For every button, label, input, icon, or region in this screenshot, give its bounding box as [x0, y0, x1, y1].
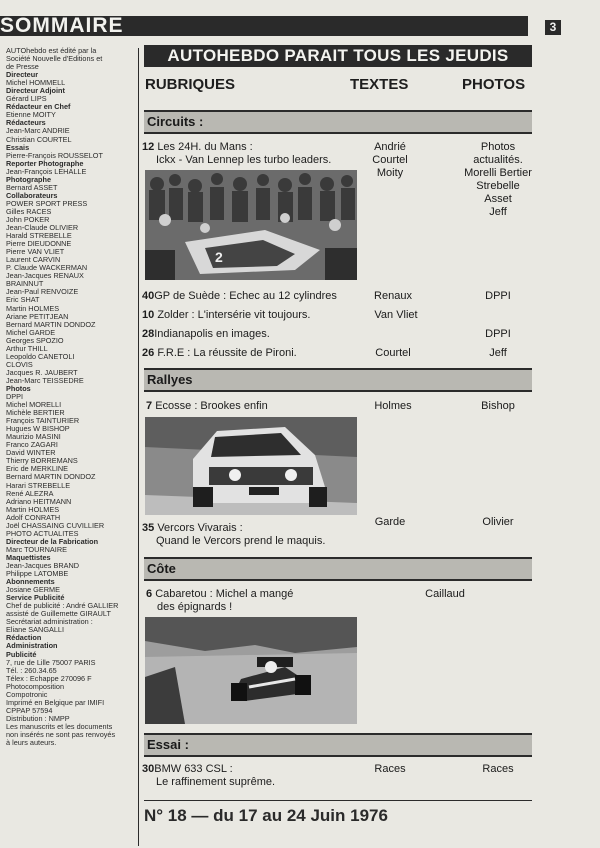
credit-line: CPPAP 57594 — [6, 706, 53, 715]
column-head-rubriques: RUBRIQUES — [145, 76, 236, 93]
page-number: 3 — [545, 20, 561, 35]
photo-le-mans-crowd — [145, 170, 357, 280]
credit-line: Leopoldo CANETOLI — [6, 352, 75, 361]
credit-line: Société Nouvelle d'Editions et — [6, 55, 103, 64]
credit-line: Maquettistes — [6, 553, 51, 562]
credit-line: John POKER — [6, 215, 50, 224]
credit-line: Jean-Jacques BRAND — [6, 562, 80, 570]
credit-line: PHOTO ACTUALITES — [6, 529, 79, 538]
article-title: Cabaretou : Michel a mangé — [155, 588, 294, 600]
credit-line: Rédacteurs — [6, 119, 46, 128]
credit-line: François TAINTURIER — [6, 417, 80, 426]
section-label: Essai : — [147, 737, 189, 752]
credit-line: Photos — [6, 384, 31, 393]
article-bmw[interactable] — [142, 763, 275, 789]
credit-line: Philippe LATOMBE — [6, 570, 69, 579]
credit-line: Directeur — [6, 71, 39, 80]
credit-line: Bernard ASSET — [6, 183, 58, 192]
credit-line: Chef de publicité : André GALLIER — [6, 602, 119, 611]
credit-line: Télex : Echappe 270096 F — [6, 674, 92, 683]
credit-line: Distribution : NMPP — [6, 714, 70, 723]
credit-line: Directeur de la Fabrication — [6, 537, 99, 546]
texte-author: Courtel — [375, 347, 411, 359]
texte-author: Garde — [374, 516, 406, 528]
section-essai — [144, 733, 532, 757]
credit-line: Franco ZAGARI — [6, 441, 58, 450]
page-ref: 12 — [142, 141, 155, 153]
credit-line: Jean-Marc TEISSEDRE — [6, 376, 84, 385]
credit-line: DPPI — [6, 393, 24, 402]
article-title: Vercors Vivarais : — [157, 522, 243, 534]
svg-text:2: 2 — [215, 249, 223, 265]
credit-line: AUTOhebdo est édité par la — [6, 47, 97, 55]
article-ecosse[interactable] — [146, 400, 268, 413]
article-indianapolis[interactable] — [142, 328, 270, 341]
section-cote — [144, 557, 532, 581]
credit-line: Adolf CONRATH — [6, 513, 61, 522]
photo-rally-car — [145, 417, 357, 515]
credit: Morelli Bertier — [464, 167, 532, 179]
photo-credit: Bishop — [481, 400, 515, 412]
article-subtitle: Ickx - Van Lennep les turbo leaders. — [156, 154, 332, 166]
credit-line: Josiane GERME — [6, 586, 60, 595]
credit-line: P. Claude WACKERMAN — [6, 264, 88, 273]
section-rallyes — [144, 368, 532, 392]
article-24h-le-mans[interactable] — [142, 141, 331, 167]
page-ref: 26 — [142, 347, 155, 359]
page-ref: 35 — [142, 522, 155, 534]
texte-author: Holmes — [374, 400, 412, 412]
author: Moity — [376, 167, 404, 179]
credit-line: Harari STREBELLE — [6, 481, 71, 490]
article-title: GP de Suède : Echec au 12 cylindres — [154, 290, 337, 302]
credit-line: Eric SHAT — [6, 296, 40, 305]
header-bar — [0, 16, 528, 36]
article-title: BMW 633 CSL : — [154, 763, 233, 775]
credit: Strebelle — [476, 180, 520, 192]
credit: Photos — [480, 141, 516, 153]
credit-line: Etienne MOITY — [6, 111, 56, 120]
credit-line: Jacques R. JAUBERT — [6, 368, 78, 377]
article-title: F.R.E : La réussite de Pironi. — [157, 347, 297, 359]
credit-line: Michèle BERTIER — [6, 409, 65, 418]
credit-line: Eric de MERKLINE — [6, 465, 69, 474]
photo-credit: DPPI — [485, 328, 511, 340]
credit-line: Reporter Photographe — [6, 159, 84, 168]
credit-line: Gilles RACES — [6, 207, 52, 216]
credit-line: à leurs auteurs. — [6, 739, 57, 748]
credit-line: Les manuscrits et les documents — [6, 722, 113, 731]
photo-credits — [462, 141, 534, 219]
credit-line: CLOVIS — [6, 360, 33, 369]
page-ref: 10 — [142, 309, 155, 321]
author: Courtel — [372, 154, 408, 166]
credit-line: Essais — [6, 143, 30, 152]
credit-line: Bernard MARTIN DONDOZ — [6, 320, 96, 329]
column-head-textes: TEXTES — [350, 76, 409, 93]
credit-line: Thierry BORREMANS — [6, 457, 78, 466]
credit-line: Rédacteur en Chef — [6, 103, 71, 112]
column-divider — [138, 48, 139, 846]
page-ref: 7 — [146, 400, 153, 412]
photo-credit: Olivier — [482, 516, 514, 528]
credit-line: Jean-Marc ANDRIE — [6, 127, 70, 136]
banner: AUTOHEBDO PARAIT TOUS LES JEUDIS — [144, 45, 532, 67]
article-subtitle: Quand le Vercors prend le maquis. — [156, 535, 326, 547]
credit-line: Gérard LIPS — [6, 95, 47, 104]
texte-author: Races — [374, 763, 406, 775]
credit-line: Jean-Jacques RENAUX — [6, 272, 84, 281]
credit-line: assisté de Guillemette GIRAULT — [6, 610, 111, 619]
page-ref: 28 — [142, 328, 155, 340]
credit-line: Georges SPOZIO — [6, 336, 64, 345]
column-head-photos: PHOTOS — [462, 76, 526, 93]
credit-line: Michel MORELLI — [6, 401, 62, 410]
photo-credit: Jeff — [489, 347, 507, 359]
footer-rule — [144, 800, 532, 801]
credit-line: Photographe — [6, 175, 51, 184]
credit-line: Imprimé en Belgique par IMIFI — [6, 698, 105, 707]
credit-line: Jean-Paul RENVOIZE — [6, 288, 79, 297]
credit-line: Hugues W BISHOP — [6, 425, 70, 434]
credit-line: Pierre DIEUDONNE — [6, 240, 72, 249]
article-title: Indianapolis en images. — [154, 328, 270, 340]
credit-line: Martin HOLMES — [6, 304, 60, 313]
credit-line: David WINTER — [6, 449, 56, 458]
credit-line: Marc TOURNAIRE — [6, 545, 67, 554]
article-title: Ecosse : Brookes enfin — [155, 400, 268, 412]
credit: Asset — [484, 193, 512, 205]
article-subtitle: Le raffinement suprême. — [156, 776, 276, 788]
section-label: Circuits : — [147, 114, 204, 129]
credit-line: Ariane PETITJEAN — [6, 312, 69, 321]
credit-line: Michel GARDE — [6, 328, 56, 337]
credit-line: Jean-François LEHALLE — [6, 167, 87, 176]
credit-line: Harald STREBELLE — [6, 232, 72, 241]
article-zolder[interactable] — [142, 309, 310, 322]
credit-line: Pierre-François ROUSSELOT — [6, 151, 103, 160]
texte-author: Caillaud — [425, 588, 465, 600]
credit-line: Administration — [6, 642, 58, 651]
photo-hillclimb-car — [145, 617, 357, 724]
article-title: Zolder : L'intersérie vit toujours. — [157, 309, 311, 321]
author: Andrié — [374, 141, 406, 153]
credit-line: 7, rue de Lille 75007 PARIS — [6, 658, 96, 667]
credit-line: Arthur THILL — [6, 344, 48, 353]
credit-line: Rédaction — [6, 634, 42, 643]
credit-line: Christian COURTEL — [6, 135, 72, 144]
photo-credit: Races — [482, 763, 514, 775]
credit-line: POWER SPORT PRESS — [6, 199, 88, 208]
credit-line: Bernard MARTIN DONDOZ — [6, 473, 96, 482]
credit-line: BRAINNUT — [6, 280, 44, 289]
credit: Jeff — [489, 206, 507, 218]
credit-line: Eliane SANGALLI — [6, 626, 65, 635]
article-gp-suede[interactable] — [142, 290, 337, 303]
article-title: Les 24H. du Mans : — [157, 141, 253, 153]
issue-info: N° 18 — du 17 au 24 Juin 1976 — [144, 806, 388, 825]
credit-line: Compotronic — [6, 690, 48, 699]
credit-line: Publicité — [6, 650, 37, 659]
credit-line: Secrétariat administration : — [6, 618, 93, 627]
credit-line: Collaborateurs — [6, 191, 58, 200]
article-vercors[interactable] — [142, 522, 325, 548]
article-cabaretou[interactable] — [146, 588, 293, 614]
credit-line: Martin HOLMES — [6, 505, 60, 514]
page-ref: 30 — [142, 763, 155, 775]
credit-line: Photocomposition — [6, 682, 65, 691]
section-circuits — [144, 110, 532, 134]
texte-author: Van Vliet — [374, 309, 418, 321]
credit-line: Maurizio MASINI — [6, 433, 61, 442]
credit-line: Tél. : 260.34.65 — [6, 666, 57, 675]
credit-line: Michel HOMMELL — [6, 79, 66, 88]
credit-line: de Presse — [6, 63, 39, 72]
credit-line: Directeur Adjoint — [6, 87, 65, 96]
page-ref: 40 — [142, 290, 155, 302]
credit-line: Laurent CARVIN — [6, 256, 61, 265]
section-label: Rallyes — [147, 372, 193, 387]
section-label: Côte — [147, 561, 176, 576]
texte-authors — [364, 141, 416, 180]
credit-line: Adriano HEITMANN — [6, 497, 72, 506]
photo-credit: DPPI — [485, 290, 511, 302]
texte-author: Renaux — [374, 290, 412, 302]
credit-line: non insérés ne sont pas renvoyés — [6, 730, 116, 739]
credit-line: Pierre VAN VLIET — [6, 248, 65, 257]
masthead-credits — [6, 47, 136, 747]
credit-line: René ALEZRA — [6, 489, 54, 498]
credit: actualités. — [473, 154, 523, 166]
page-ref: 6 — [146, 588, 153, 600]
credit-line: Service Publicité — [6, 594, 65, 603]
credit-line: Jean-Claude OLIVIER — [6, 224, 79, 233]
credit-line: Abonnements — [6, 578, 55, 587]
article-fre[interactable] — [142, 347, 297, 360]
article-subtitle: des épignards ! — [157, 601, 233, 613]
page-title: SOMMAIRE — [0, 14, 124, 37]
credit-line: Joël CHASSAING CUVILLIER — [6, 521, 105, 530]
